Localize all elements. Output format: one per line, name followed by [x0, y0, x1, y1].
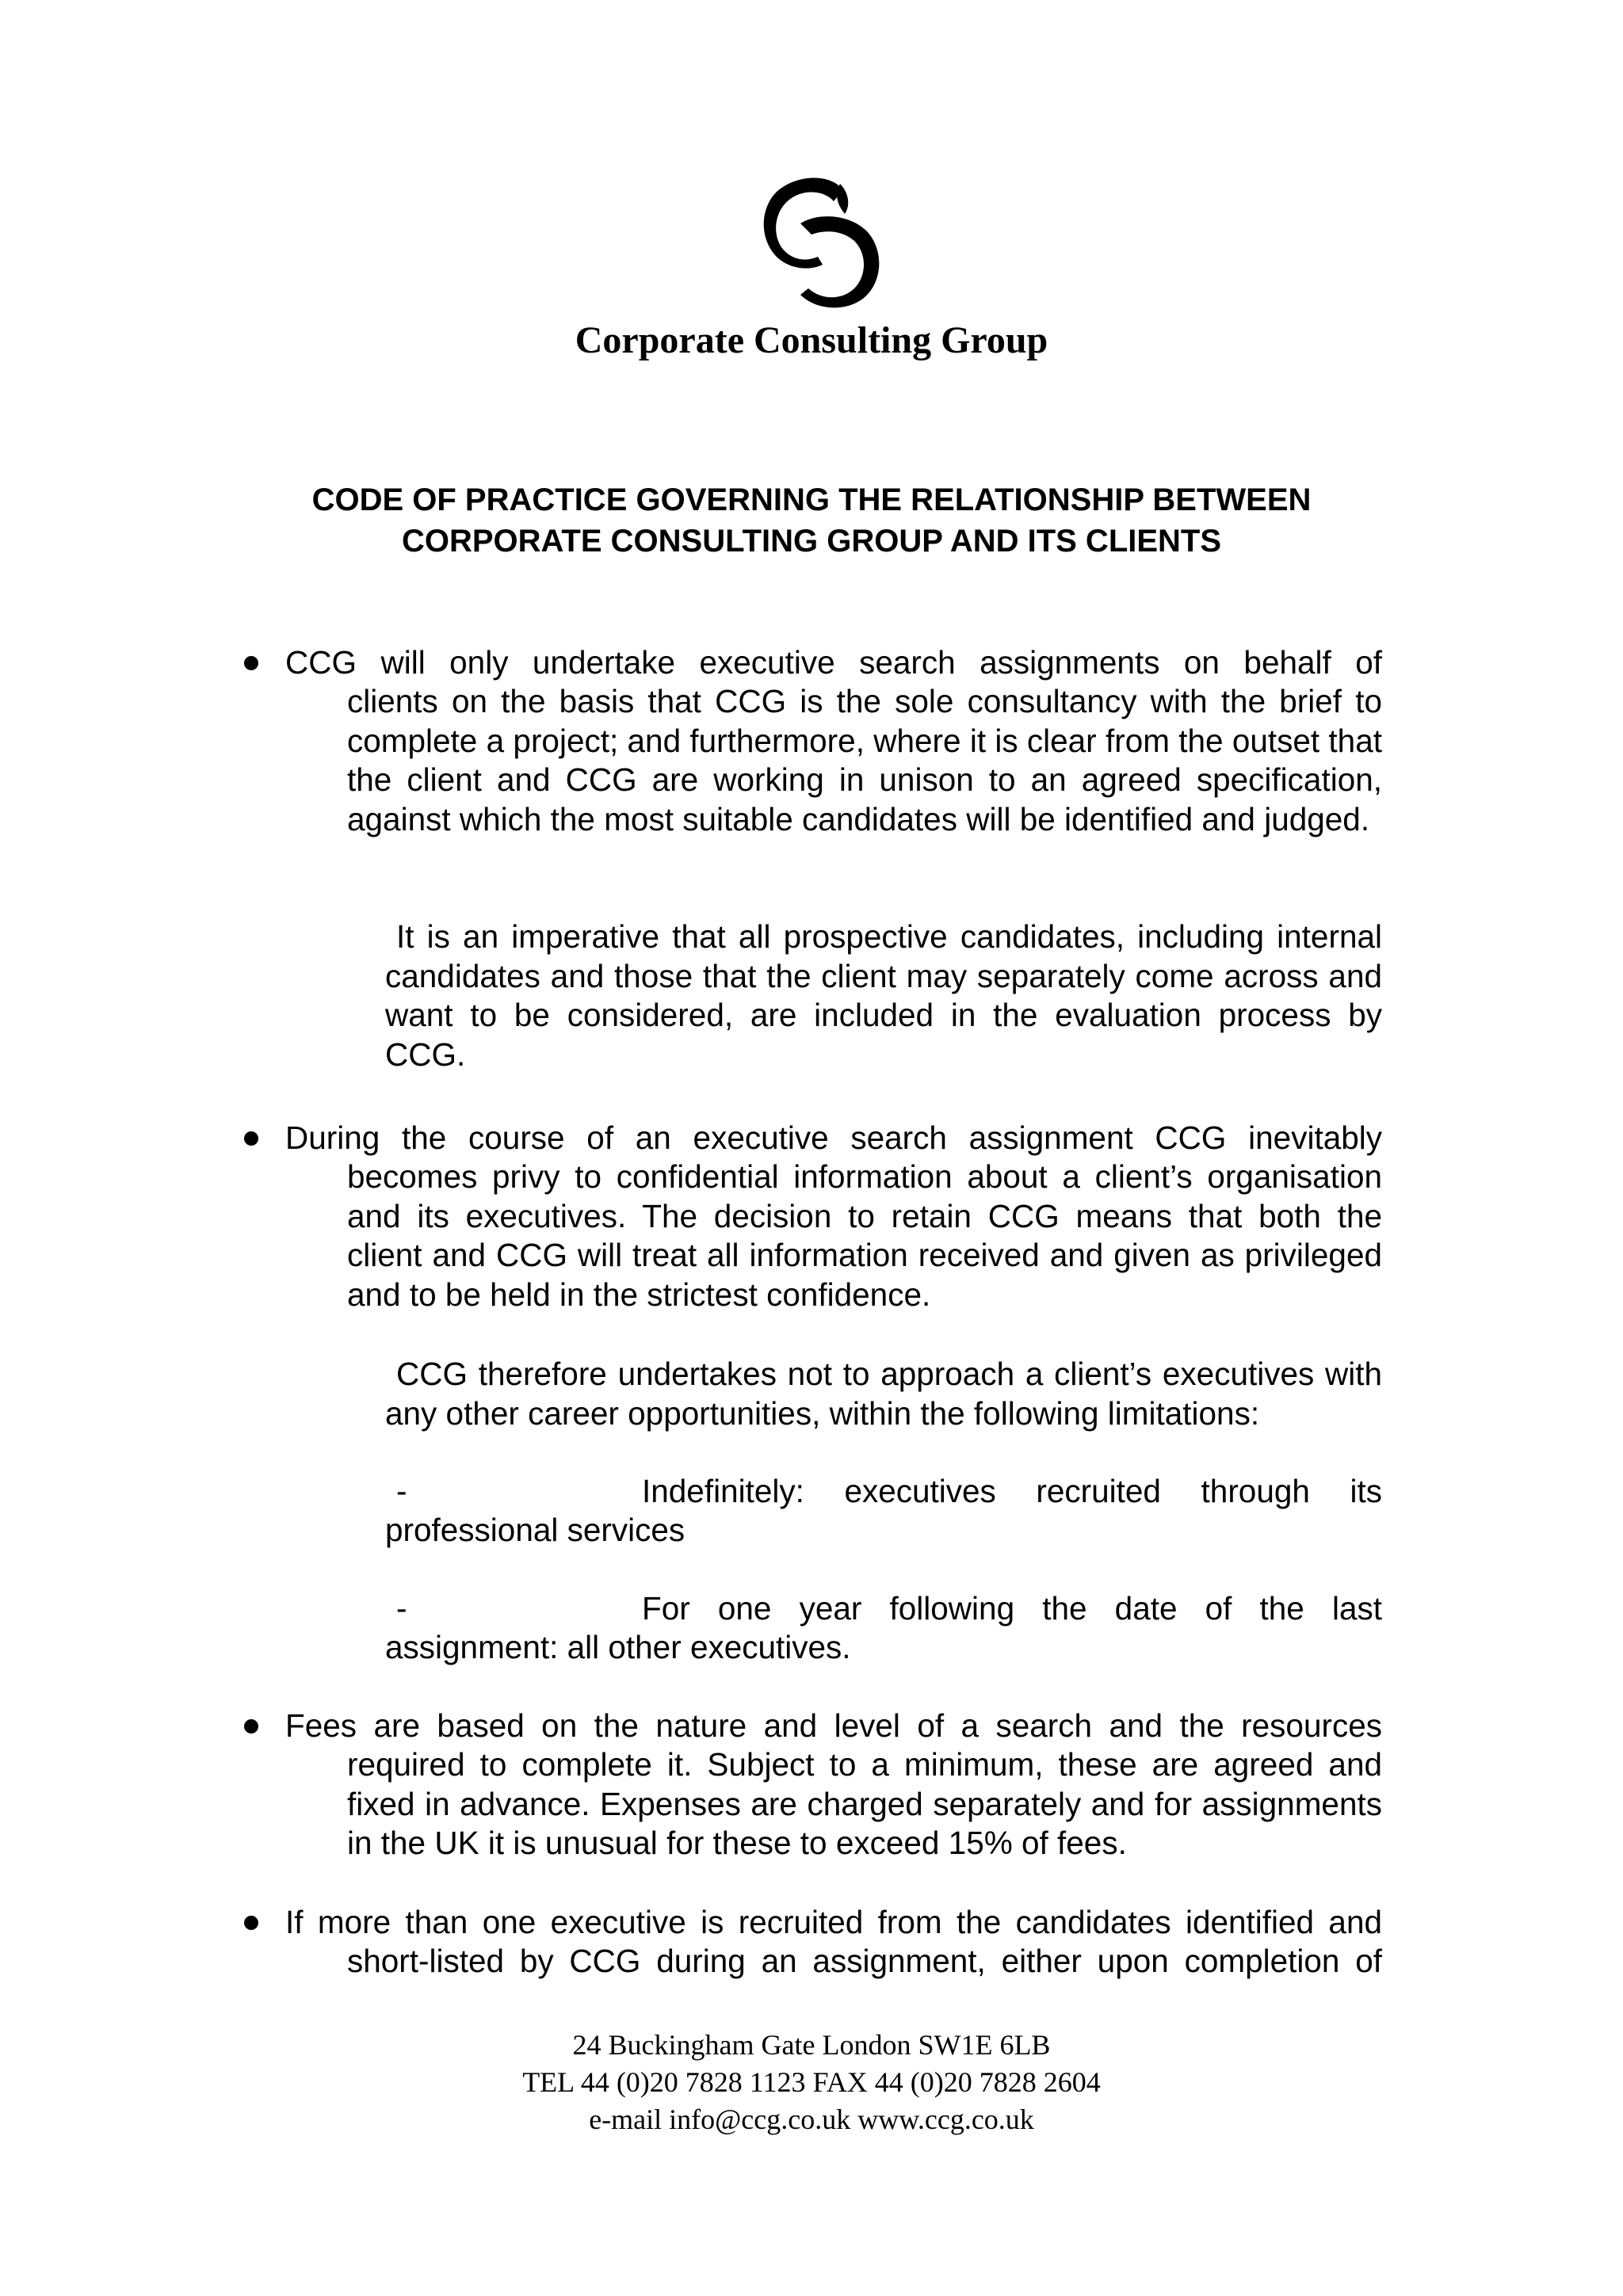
bullet-paragraph-multiple-recruits-continued: [347, 1942, 1382, 1981]
dash-marker: -: [396, 1473, 407, 1509]
bullet-rest-text: becomes privy to confidential information about a client’s organisation and its executives. The decision to retain CCG means that both the client and CCG will treat all information received and given as privileged and to be held in the strictest confidence.: [347, 1158, 1382, 1313]
footer-contact: e-mail info@ccg.co.uk www.ccg.co.uk: [589, 2103, 1034, 2135]
bullet-paragraph-multiple-recruits: [285, 1903, 1382, 1943]
bullet-rest-text: required to complete it. Subject to a minimum, these are agreed and fixed in advance. Expenses are charged separately and for assignments in the UK it is unusual for these to exceed 15% of fees.: [347, 1746, 1382, 1861]
document-title-line-1: CODE OF PRACTICE GOVERNING THE RELATIONSHIP BETWEEN: [311, 482, 1312, 517]
bullet-icon: [244, 1719, 258, 1733]
bullet-icon: [244, 1916, 258, 1930]
bullet-paragraph-confidentiality-continued: [347, 1158, 1382, 1314]
bullet-paragraph-sole-consultancy: [285, 643, 1382, 683]
bullet-icon: [244, 656, 258, 670]
limitation-one-year-line: For one year following the date of the last: [642, 1590, 1382, 1627]
footer-address: 24 Buckingham Gate London SW1E 6LB: [572, 2029, 1051, 2061]
limitation-indefinitely-continued: professional services: [385, 1512, 685, 1548]
limitation-indefinitely-line: Indefinitely: executives recruited through its: [642, 1473, 1382, 1509]
bullet-first-line: Fees are based on the nature and level of a search and the resources: [285, 1707, 1382, 1744]
dash-marker: -: [396, 1590, 407, 1627]
ccg-logo-icon: [754, 168, 889, 311]
bullet-paragraph-fees-continued: [347, 1745, 1382, 1863]
bullet-paragraph-sole-consultancy-continued: [347, 682, 1382, 839]
bullet-paragraph-confidentiality: [285, 1119, 1382, 1158]
imperative-paragraph: It is an imperative that all prospective candidates, including internal candidates and those that the client may separately come across and want to be considered, are included in the evaluation process by CCG.: [385, 918, 1382, 1073]
bullet-rest-text: short-listed by CCG during an assignment, either upon completion of: [347, 1943, 1382, 1979]
limitation-one-year-continued: assignment: all other executives.: [385, 1629, 851, 1665]
company-name: Corporate Consulting Group: [575, 319, 1048, 361]
document-title-line-2: CORPORATE CONSULTING GROUP AND ITS CLIENTS: [401, 524, 1222, 559]
bullet-first-line: CCG will only undertake executive search assignments on behalf of: [285, 644, 1382, 681]
bullet-first-line: During the course of an executive search assignment CCG inevitably: [285, 1119, 1382, 1156]
undertakes-paragraph: CCG therefore undertakes not to approach a client’s executives with any other career opportunities, within the following limitations:: [385, 1356, 1382, 1432]
bullet-paragraph-fees: [285, 1707, 1382, 1746]
bullet-rest-text: clients on the basis that CCG is the sole consultancy with the brief to complete a project; and furthermore, where it is clear from the outset that the client and CCG are working in unison to an agreed specification, against which the most suitable candidates will be identified and judged.: [347, 683, 1382, 837]
bullet-first-line: If more than one executive is recruited from the candidates identified and: [285, 1904, 1382, 1940]
bullet-icon: [244, 1131, 258, 1146]
footer-phone-fax: TEL 44 (0)20 7828 1123 FAX 44 (0)20 7828 2604: [522, 2066, 1101, 2098]
